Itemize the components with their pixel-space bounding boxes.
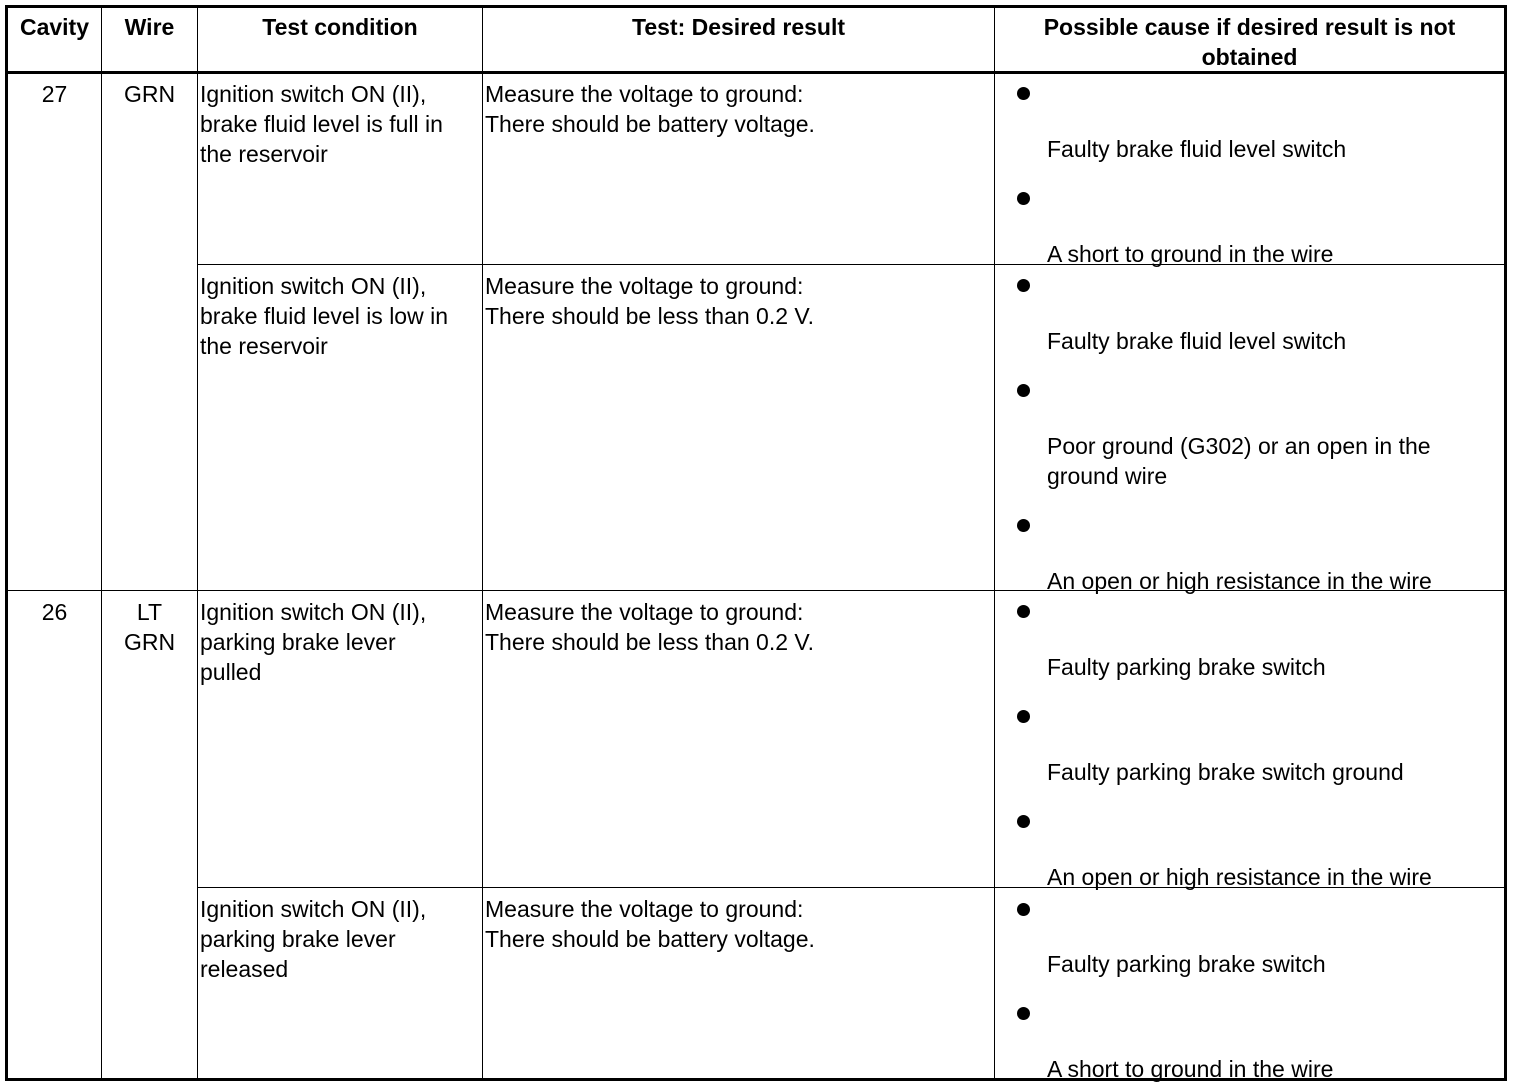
desired-result: There should be less than 0.2 V. bbox=[485, 629, 815, 655]
bullet-icon bbox=[1017, 279, 1030, 292]
desired-result: There should be battery voltage. bbox=[485, 926, 815, 952]
diagnostic-table bbox=[5, 5, 1507, 1081]
possible-cause: Faulty parking brake switch bbox=[1047, 951, 1326, 977]
test-condition: parking brake lever bbox=[200, 926, 396, 952]
test-condition: parking brake lever bbox=[200, 629, 396, 655]
bullet-icon bbox=[1017, 903, 1030, 916]
test-condition: the reservoir bbox=[200, 141, 328, 167]
wire-color: LT bbox=[136, 599, 163, 625]
header-possible-cause: obtained bbox=[1201, 44, 1298, 70]
bullet-icon bbox=[1017, 605, 1030, 618]
cavity-number: 26 bbox=[41, 599, 68, 625]
header-cavity: Cavity bbox=[19, 14, 90, 40]
bullet-icon bbox=[1017, 519, 1030, 532]
possible-cause: Faulty parking brake switch ground bbox=[1047, 759, 1404, 785]
desired-result: There should be less than 0.2 V. bbox=[485, 303, 815, 329]
desired-result: Measure the voltage to ground: bbox=[485, 896, 804, 922]
desired-result: Measure the voltage to ground: bbox=[485, 273, 804, 299]
possible-cause: Faulty parking brake switch bbox=[1047, 654, 1326, 680]
possible-cause: A short to ground in the wire bbox=[1047, 1056, 1334, 1082]
test-condition: the reservoir bbox=[200, 333, 328, 359]
bullet-icon bbox=[1017, 384, 1030, 397]
header-possible-cause: Possible cause if desired result is not bbox=[1043, 14, 1456, 40]
possible-cause: Faulty brake fluid level switch bbox=[1047, 328, 1347, 354]
test-condition: brake fluid level is low in bbox=[200, 303, 449, 329]
possible-cause: A short to ground in the wire bbox=[1047, 241, 1334, 267]
desired-result: Measure the voltage to ground: bbox=[485, 81, 804, 107]
bullet-icon bbox=[1017, 192, 1030, 205]
test-condition: brake fluid level is full in bbox=[200, 111, 443, 137]
possible-cause: Poor ground (G302) or an open in the bbox=[1047, 433, 1431, 459]
desired-result: There should be battery voltage. bbox=[485, 111, 815, 137]
header-desired-result: Test: Desired result bbox=[631, 14, 846, 40]
test-condition: released bbox=[200, 956, 289, 982]
test-condition: Ignition switch ON (II), bbox=[200, 273, 427, 299]
column-divider bbox=[197, 8, 198, 1078]
test-condition: Ignition switch ON (II), bbox=[200, 896, 427, 922]
test-condition: Ignition switch ON (II), bbox=[200, 81, 427, 107]
header-test-condition: Test condition bbox=[262, 14, 418, 40]
bullet-icon bbox=[1017, 1007, 1030, 1020]
wire-color: GRN bbox=[123, 81, 176, 107]
bullet-icon bbox=[1017, 710, 1030, 723]
test-condition: pulled bbox=[200, 659, 262, 685]
bullet-icon bbox=[1017, 815, 1030, 828]
possible-cause: An open or high resistance in the wire bbox=[1047, 864, 1432, 890]
possible-cause: ground wire bbox=[1047, 463, 1168, 489]
column-divider bbox=[994, 8, 995, 1078]
test-condition: Ignition switch ON (II), bbox=[200, 599, 427, 625]
bullet-icon bbox=[1017, 87, 1030, 100]
possible-cause: An open or high resistance in the wire bbox=[1047, 568, 1432, 594]
desired-result: Measure the voltage to ground: bbox=[485, 599, 804, 625]
wire-color: GRN bbox=[123, 629, 176, 655]
header-wire: Wire bbox=[124, 14, 175, 40]
column-divider bbox=[482, 8, 483, 1078]
column-divider bbox=[101, 8, 102, 1078]
cavity-number: 27 bbox=[41, 81, 68, 107]
possible-cause: Faulty brake fluid level switch bbox=[1047, 136, 1347, 162]
